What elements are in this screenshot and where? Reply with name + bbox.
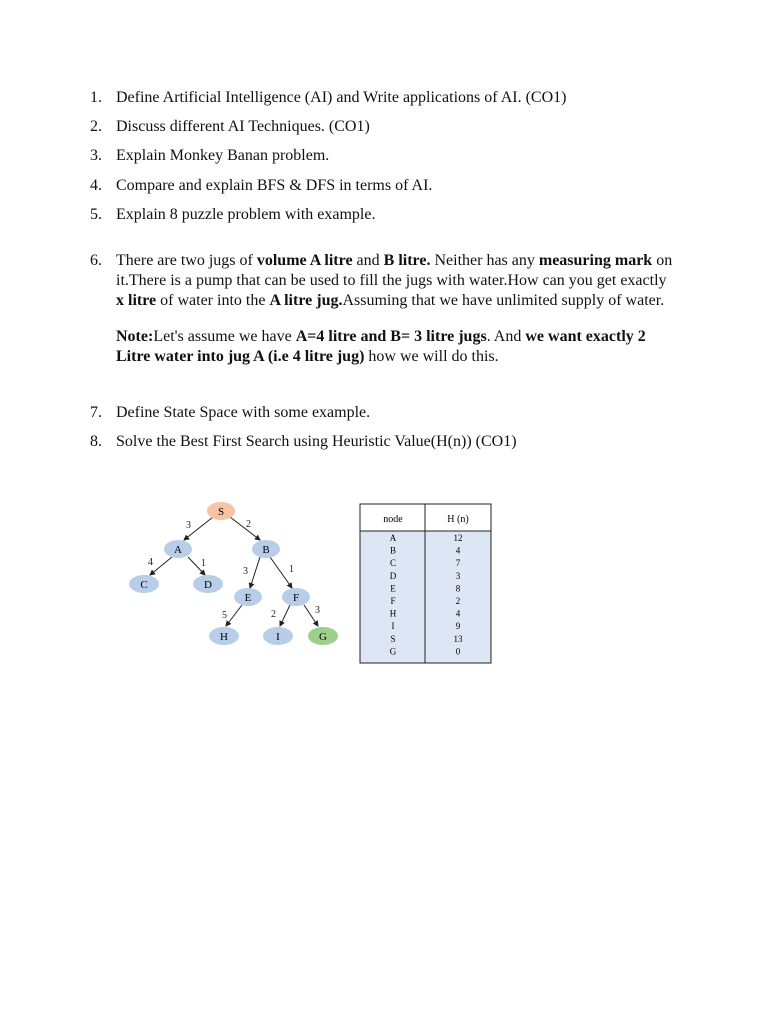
question-text: Compare and explain BFS & DFS in terms of AI. (116, 177, 433, 194)
question-number: 2. (90, 118, 102, 135)
emphasis: A=4 litre and B= 3 litre jugs (295, 328, 487, 345)
node-h-label: H (220, 631, 228, 643)
table-cell-node: D (389, 570, 397, 581)
table-cell-h: 12 (453, 533, 463, 543)
emphasis: volume A litre (256, 252, 353, 269)
node-g-label: G (319, 631, 327, 643)
node-c (129, 575, 159, 593)
question-text: Discuss different AI Techniques. (CO1) (116, 118, 370, 135)
table-cell-node: B (389, 545, 397, 556)
node-i (263, 627, 293, 645)
node-c-label: C (140, 579, 148, 591)
table-cell-h: 4 (455, 545, 461, 556)
question-number: 6. (90, 252, 102, 269)
node-e (234, 588, 262, 606)
table-cell-h: 2 (455, 596, 461, 606)
table-cell-node: H (389, 608, 397, 619)
question-text: Define State Space with some example. (116, 404, 371, 421)
node-d (193, 575, 223, 593)
weight-f-i: 2 (271, 609, 276, 620)
weight-s-b: 2 (246, 519, 251, 530)
node-f (282, 588, 310, 606)
best-first-search-figure (120, 495, 500, 675)
question-number: 3. (90, 147, 102, 164)
node-d-label: D (204, 579, 212, 591)
table-cell-node: A (389, 533, 397, 543)
table-cell-node: I (391, 621, 395, 632)
note-label: Note: (116, 328, 154, 345)
text-run: of water into the (156, 292, 270, 309)
node-a-label: A (174, 544, 182, 556)
text-run: There are two jugs of (116, 252, 257, 269)
weight-s-a: 3 (186, 520, 191, 531)
weight-b-e: 3 (243, 566, 248, 577)
node-b (252, 540, 280, 558)
jug-problem-paragraph (116, 251, 676, 311)
question-number: 5. (90, 206, 102, 223)
text-run: Assuming that we have unlimited supply of water. (342, 292, 665, 309)
text-run: Let's assume we have (153, 328, 296, 345)
node-a (164, 540, 192, 558)
table-cell-h: 9 (455, 621, 461, 632)
table-header-h: H (n) (447, 514, 469, 525)
emphasis: measuring mark (538, 252, 653, 269)
node-s (207, 502, 235, 520)
tree-nodes (129, 502, 338, 645)
text-run: . And (486, 328, 526, 345)
table-cell-node: G (389, 646, 397, 657)
question-text: Define Artificial Intelligence (AI) and Write applications of AI. (CO1) (116, 89, 567, 106)
edge-e-h (226, 605, 242, 626)
heuristic-table (360, 504, 491, 663)
question-number: 7. (90, 404, 102, 421)
edge-f-i (280, 605, 290, 626)
weight-f-g: 3 (315, 605, 320, 616)
table-header-node: node (383, 514, 403, 525)
question-number: 8. (90, 433, 102, 450)
node-f-label: F (292, 592, 300, 604)
weight-e-h: 5 (222, 610, 227, 621)
text-run: and (352, 252, 384, 269)
table-cell-h: 4 (455, 608, 461, 619)
table-cell-node: C (389, 558, 397, 569)
table-cell-h: 13 (453, 633, 463, 644)
emphasis: x litre (116, 292, 157, 309)
text-run: Neither has any (430, 252, 539, 269)
note-paragraph (116, 327, 676, 367)
question-text: Explain Monkey Banan problem. (116, 147, 330, 164)
table-cell-node: E (390, 583, 396, 594)
node-b-label: B (262, 544, 270, 556)
weight-a-c: 4 (148, 557, 153, 568)
edge-s-b (230, 517, 260, 540)
table-cell-h: 0 (455, 646, 461, 657)
text-run: how we will do this. (364, 348, 499, 365)
question-number: 4. (90, 177, 102, 194)
node-g (308, 627, 338, 645)
table-cell-h: 8 (455, 583, 461, 594)
table-cell-h: 3 (455, 570, 461, 581)
weight-b-f: 1 (289, 564, 294, 575)
emphasis: A litre jug. (269, 292, 343, 309)
emphasis: B litre. (383, 252, 431, 269)
question-text (116, 251, 676, 367)
question-text: Solve the Best First Search using Heuristic Value(H(n)) (CO1) (116, 433, 517, 450)
edge-b-e (250, 557, 260, 588)
search-tree-and-table (120, 495, 500, 675)
node-s-label: S (217, 506, 225, 518)
weight-a-d: 1 (201, 558, 206, 569)
emphasis: we want exactly 2 Litre water into jug A (i.e 4 litre jug) (116, 328, 646, 365)
table-cell-node: F (390, 596, 396, 606)
question-text: Explain 8 puzzle problem with example. (116, 206, 376, 223)
question-number: 1. (90, 89, 102, 106)
node-h (209, 627, 239, 645)
table-cell-node: S (390, 633, 396, 644)
node-e-label: E (244, 592, 252, 604)
edge-a-c (150, 557, 172, 575)
table-cell-h: 7 (455, 558, 461, 569)
node-i-label: I (276, 631, 280, 643)
text-run: on it.There is a pump that can be used to fill the jugs with water.How can you get exactly (116, 252, 673, 289)
